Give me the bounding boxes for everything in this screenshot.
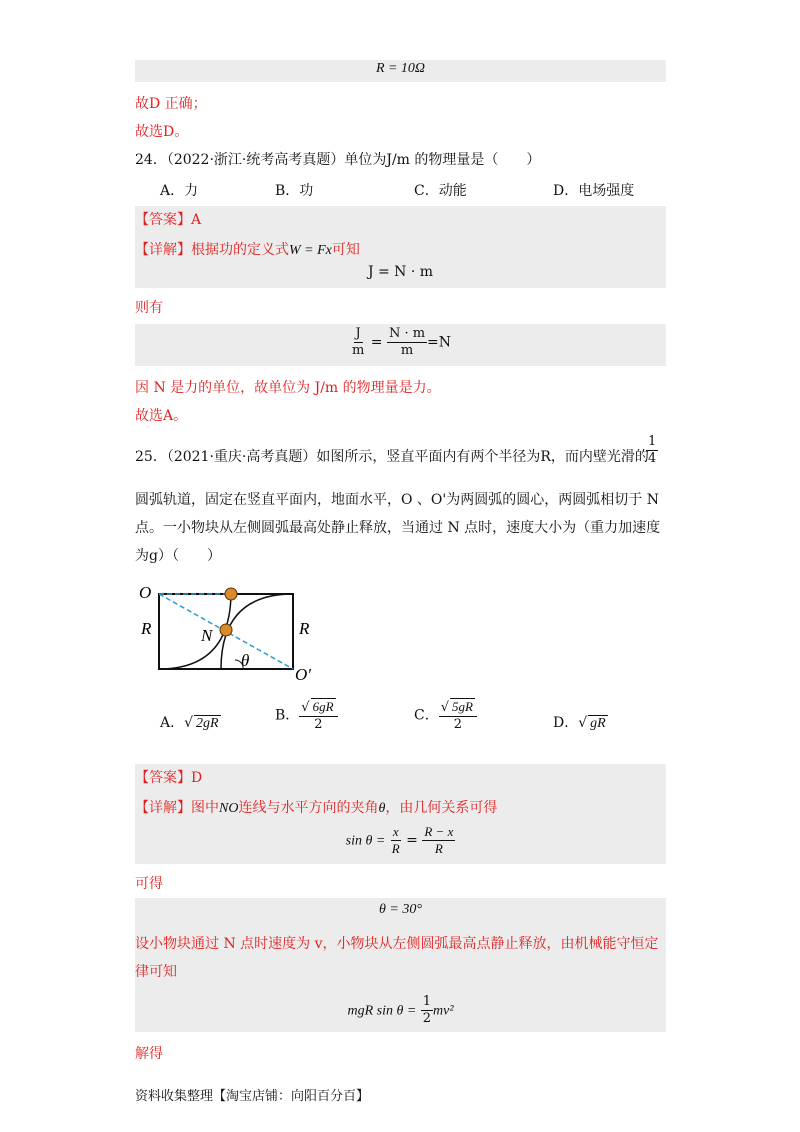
choice-d: 故选D。 [135, 124, 189, 140]
q25-solve: 解得 [135, 1046, 163, 1062]
q25-number: 25． [135, 449, 167, 465]
q25-stem-line2: 圆弧轨道，固定在竖直平面内，地面水平，O 、O'为两圆弧的圆心，两圆弧相切于 N [135, 492, 659, 508]
q25-detail-text3: ，由几何关系可得 [385, 800, 498, 816]
energy-num: 1 [422, 994, 432, 1009]
q25-b-num: 6gR [312, 699, 334, 714]
eq2-rhs: =N [427, 334, 452, 351]
q25-option-c: C． $\frac{√ 5gR}{2}$ [414, 698, 477, 733]
q24-detail [135, 240, 360, 261]
eq2-mid-num: N · m [388, 326, 426, 341]
q24-option-b: B．功 [275, 183, 314, 199]
energy-den: 2 [422, 1011, 432, 1026]
q24-option-a: A．力 [160, 183, 199, 199]
q24-detail-suffix: 可知 [331, 242, 360, 258]
eq2-mid-den: m [400, 343, 414, 358]
q25-detail [135, 798, 497, 819]
label-o-prime: O′ [295, 665, 311, 684]
q24-stem [135, 150, 540, 170]
q25-a-label: A． [160, 715, 185, 731]
q24-option-c: C．动能 [414, 183, 467, 199]
q25-eq-sin: sin θ = $\frac{x}{R}$ = $\frac{R - x}{R}$ [345, 824, 454, 856]
label-theta: θ [241, 651, 250, 670]
q25-theta-value: θ = 30° [379, 902, 422, 917]
q25-detail-no: NO [219, 801, 239, 816]
q25-stem-line1 [135, 447, 649, 467]
q25-figure [135, 580, 335, 685]
q24-detail-text: 根据功的定义式 [191, 242, 289, 258]
q24-option-d: D．电场强度 [553, 183, 635, 199]
q25-detail-label: 【详解】 [135, 800, 191, 816]
q25-d-label: D． [553, 715, 579, 731]
q25-stem-line4: 为g）（ ） [135, 548, 221, 564]
q25-energy-eq [135, 994, 666, 1027]
q25-can-get: 可得 [135, 876, 163, 892]
q25-c-label: C． [414, 707, 439, 724]
q25-detail-text2: 连线与水平方向的夹角 [238, 800, 379, 816]
ball-top [225, 588, 237, 600]
eq-f2-num: R − x [424, 824, 454, 839]
eq-sin-lhs: sin θ = [345, 833, 386, 849]
eq2-lhs-den: m [351, 343, 365, 358]
eq-f1-den: R [391, 841, 400, 856]
eq2-lhs-num: J [355, 326, 361, 341]
q25-a-value: 2gR [196, 716, 219, 731]
q25-answer: 【答案】D [135, 770, 203, 786]
q25-option-d: D．√ gR [553, 715, 606, 731]
q25-stem-line3: 点。一小物块从左侧圆弧最高处静止释放，当通过 N 点时，速度大小为（重力加速度 [135, 520, 661, 536]
q25-c-den: 2 [453, 717, 462, 732]
q25-b-den: 2 [314, 717, 323, 732]
q25-c-num: 5gR [452, 699, 473, 714]
q24-text: （2022·浙江·统考高考真题）单位为J/m 的物理量是（ ） [166, 152, 541, 168]
eq-f1-num: x [392, 824, 399, 839]
q25-option-b: B． $\frac{√ 6gR}{2}$ [275, 698, 338, 733]
q24-reason: 因 N 是力的单位，故单位为 J/m 的物理量是力。 [135, 380, 441, 396]
q25-frac-quarter [646, 434, 658, 467]
q25-stem-text1: （2021·重庆·高考真题）如图所示，竖直平面内有两个半径为R，而内壁光滑的 [166, 449, 649, 465]
q24-eq1: J = N · m [367, 264, 434, 280]
q25-set-line1: 设小物块通过 N 点时速度为 v，小物块从左侧圆弧最高点静止释放，由机械能守恒定 [135, 936, 659, 952]
q25-option-a: A．√ 2gR [160, 715, 219, 731]
formula-r: R = 10Ω [375, 61, 426, 76]
energy-rhs: mv² [433, 1003, 454, 1019]
q24-detail-label: 【详解】 [135, 242, 191, 258]
q25-d-value: gR [590, 716, 606, 731]
q24-formula-inline: W = Fx [289, 243, 332, 258]
q25-detail-theta: θ [378, 801, 386, 816]
q24-then: 则有 [135, 300, 163, 316]
label-r-right: R [299, 619, 310, 638]
energy-lhs: mgR sin θ = [347, 1003, 417, 1019]
q24-eq2: $\frac{J}{m}$ = $\frac{N \cdot m}{m}$ =N [351, 326, 452, 358]
label-n: N [201, 626, 213, 645]
ball-n [220, 624, 232, 636]
q24-answer: 【答案】A [135, 212, 202, 228]
q25-b-label: B． [275, 707, 300, 724]
label-r-left: R [141, 619, 152, 638]
page-footer: 资料收集整理【淘宝店铺：向阳百分百】 [135, 1089, 370, 1104]
conclusion-d: 故D 正确； [135, 96, 207, 112]
quarter-den: 4 [648, 451, 657, 466]
q24-number: 24． [135, 152, 167, 168]
q25-detail-text1: 图中 [191, 800, 219, 816]
label-o: O [139, 583, 152, 602]
eq-f2-den: R [434, 841, 443, 856]
quarter-num: 1 [648, 434, 657, 449]
q25-set-line2: 律可知 [135, 964, 177, 980]
q24-choice: 故选A。 [135, 408, 188, 424]
